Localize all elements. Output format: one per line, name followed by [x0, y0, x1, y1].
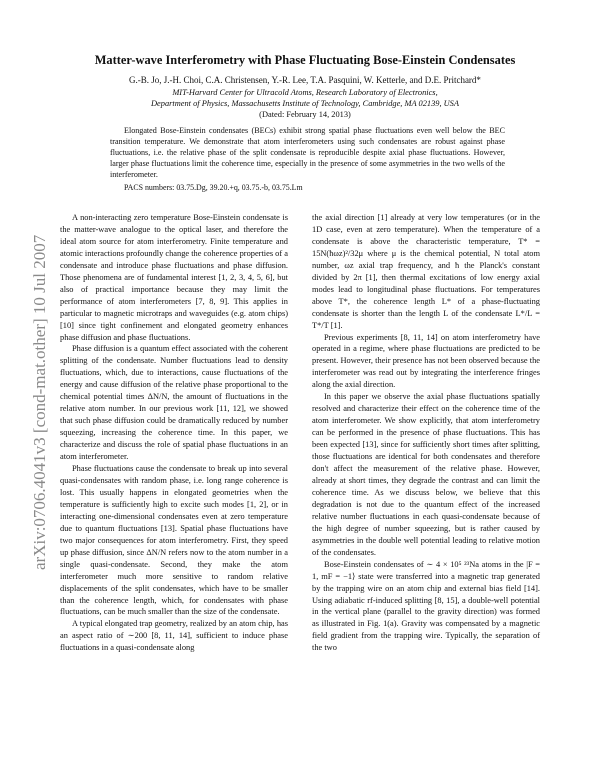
date-line: (Dated: February 14, 2013)	[259, 110, 351, 119]
abstract: Elongated Bose-Einstein condensates (BECs) exhibit strong spatial phase fluctuations even well below the BEC transition temperature. We demonstrate that atom interferometers using such condensates are robust against phase fluctuations, i.e. the relative phase of the split condensate is reproducible despite axial phase fluctuations. However, larger phase fluctuations limit the coherence time, especially in the presence of some asymmetries in the two wells of the interferometer.	[110, 126, 505, 179]
arxiv-identifier: arXiv:0706.4041v3 [cond-mat.other] 10 Jul 2007	[30, 234, 49, 570]
paper-title: Matter-wave Interferometry with Phase Fluctuating Bose-Einstein Condensates	[94, 53, 516, 67]
paragraph: Previous experiments [8, 11, 14] on atom interferometry have operated in a regime, where phase fluctuations are predicted to be present. However, their presence has not been observed because the interferometer was read out by integrating the interference fringes along the axial direction.	[312, 332, 540, 390]
paragraph: In this paper we observe the axial phase fluctuations spatially resolved and characterize their effect on the coherence time of the atom interferometer. We show explicitly, that atom interferometry can be performed in the presence of phase fluctuations. This has been expected [13], since for sufficiently short times after splitting, those fluctuations are identical for both condensates and therefore don't affect the measurement of the relative phase. However, already at short times, they degrade the contrast and can limit the coherence time. As we discuss below, we believe that this degradation is not due to the quantum effect of the increased relative number fluctuations in each quasi-condensate because of the high degree of number squeezing, but is rather caused by asymmetries in the double well potential leading to relative motion of the condensates.	[312, 392, 540, 557]
paragraph: A typical elongated trap geometry, realized by an atom chip, has an aspect ratio of ∼200 [8, 11, 14], sufficient to induce phase fluctuations in a quasi-condensate along	[60, 619, 288, 653]
left-column	[60, 212, 288, 654]
paragraph: Phase fluctuations cause the condensate to break up into several quasi-condensates with random phase, i.e. long range coherence is lost. This usually happens in elongated geometries when the temperature is sufficiently high to excite such modes [1, 2], or in interacting one-dimensional condensates even at zero temperature due to quantum fluctuations [13]. Spatial phase fluctuations have two major consequences for atom interferometry. First, they speed up phase diffusion, since ΔN/N refers now to the atom number in a single quasi-condensate. Second, they make the atom interferometer much more sensitive to random relative displacements of the split condensates, which have to be smaller than the coherence length, which, for condensates with phase fluctuations, can be much smaller than the size of the condensate.	[60, 464, 288, 617]
affiliation-line-2: Department of Physics, Massachusetts Institute of Technology, Cambridge, MA 02139, USA	[151, 99, 459, 109]
affiliation-line-1: MIT-Harvard Center for Ultracold Atoms, Research Laboratory of Electronics,	[172, 88, 438, 97]
affiliation	[60, 87, 550, 110]
pacs-numbers: PACS numbers: 03.75.Dg, 39.20.+q, 03.75.-b, 03.75.Lm	[124, 183, 303, 192]
author-list: G.-B. Jo, J.-H. Choi, C.A. Christensen, Y.-R. Lee, T.A. Pasquini, W. Ketterle, and D.E. Pritchard*	[129, 75, 481, 85]
paragraph: the axial direction [1] already at very low temperatures (or in the 1D case, even at zero temperature). When the temperature of a condensate is above the characteristic temperature, T* = 15N(ħωz)²/32μ where μ is the chemical potential, N total atom number, ωz axial trap frequency, and ħ the Planck's constant divided by 2π [1], then thermal excitations of low energy axial modes lead to longitudinal phase fluctuations. For temperatures above T*, the coherence length L* of a phase-fluctuating condensate is shorter than the length L of the condensate L*/L = T*/T [1].	[312, 213, 540, 330]
paragraph: A non-interacting zero temperature Bose-Einstein condensate is the matter-wave analogue to the optical laser, and therefore the ideal atom source for atom interferometry. Finite temperature and atomic interactions profoundly change the coherence properties of a condensate and introduce phase fluctuations and phase diffusion. Those phenomena are of fundamental interest [1, 2, 3, 4, 5, 6], but also of practical importance because they may limit the performance of atom interferometers [7, 8, 9]. This applies in particular to magnetic microtraps and waveguides (e.g. atom chips) [10] since tight confinement and elongated geometry enhances phase diffusion and phase fluctuations.	[60, 213, 288, 342]
paragraph: Bose-Einstein condensates of ∼ 4 × 10⁵ ²³Na atoms in the |F = 1, mF = −1⟩ state were transferred into a magnetic trap generated by the trapping wire on an atom chip and external bias field [14]. Using adiabatic rf-induced splitting [8, 15], a double-well potential in the vertical plane (parallel to the gravity direction) was formed as illustrated in Fig. 1(a). Gravity was compensated by a magnetic field gradient from the trapping wire. Typically, the separation of the two	[312, 559, 540, 653]
right-column	[312, 212, 540, 654]
paragraph: Phase diffusion is a quantum effect associated with the coherent splitting of the condensate. Number fluctuations lead to density fluctuations, which, due to interactions, cause fluctuations of the energy and cause diffusion of the relative phase proportional to the chemical potential times ΔN/N, the amount of fluctuations in the relative atom number. In our previous work [11, 12], we showed that such phase diffusion could be dramatically reduced by number squeezing, increasing the coherence time. In this paper, we characterize and discuss the role of spatial phase fluctuations in an atom interferometer.	[60, 344, 288, 462]
